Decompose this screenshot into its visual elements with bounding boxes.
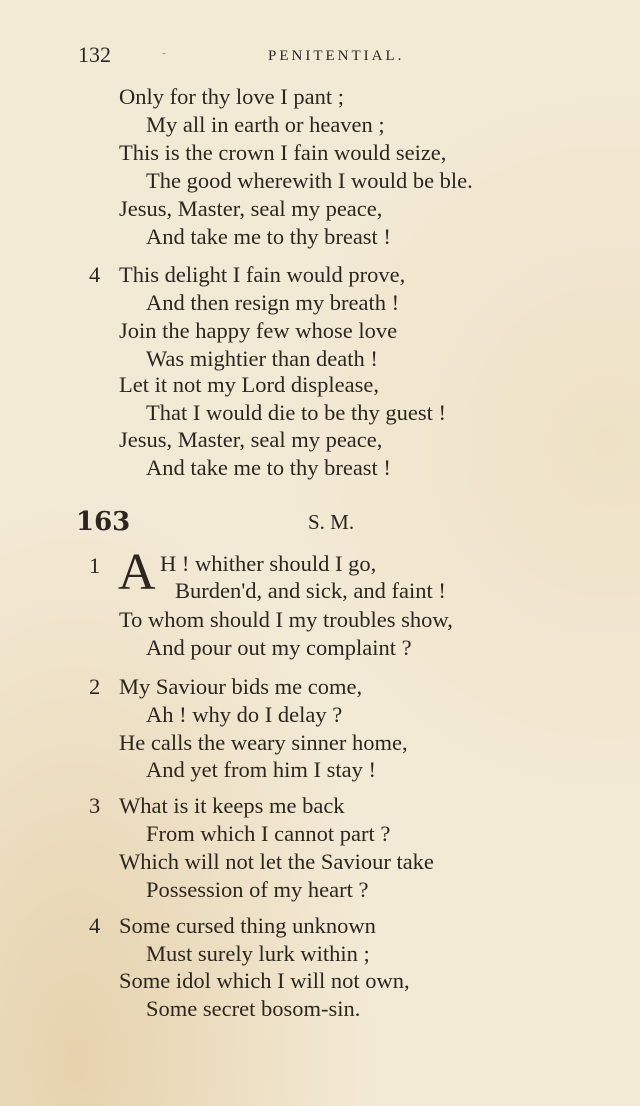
verse-line: That I would die to be thy guest !: [146, 400, 446, 425]
verse-line: Must surely lurk within ;: [146, 941, 370, 966]
stanza-number: 4: [89, 262, 101, 287]
verse-line: This delight I fain would prove,: [119, 262, 406, 287]
hymn-number: 163: [76, 507, 131, 537]
verse-line: To whom should I my troubles show,: [119, 607, 453, 632]
verse-line: Was mightier than death !: [146, 346, 378, 371]
stanza-number: 3: [89, 793, 101, 818]
ornament-mark: -: [162, 46, 167, 60]
verse-line: Possession of my heart ?: [146, 877, 369, 902]
verse-line: And take me to thy breast !: [146, 455, 391, 480]
verse-line: My Saviour bids me come,: [119, 674, 363, 699]
verse-line: And take me to thy breast !: [146, 224, 391, 249]
verse-line: Jesus, Master, seal my peace,: [119, 427, 383, 452]
verse-line: And yet from him I stay !: [146, 757, 376, 782]
verse-line: And pour out my complaint ?: [146, 635, 412, 660]
verse-line: Join the happy few whose love: [119, 318, 398, 343]
verse-line: Which will not let the Saviour take: [119, 849, 434, 874]
running-head: PENITENTIAL.: [268, 48, 405, 64]
drop-cap: A: [118, 544, 156, 601]
verse-line: Burden'd, and sick, and faint !: [175, 578, 446, 603]
verse-line: Ah ! why do I delay ?: [146, 702, 343, 727]
verse-line: And then resign my breath !: [146, 290, 400, 315]
verse-line: Some secret bosom-sin.: [146, 996, 361, 1021]
verse-line: What is it keeps me back: [119, 793, 345, 818]
verse-line: From which I cannot part ?: [146, 821, 391, 846]
hymn-meter: S. M.: [308, 510, 355, 534]
verse-line: Some idol which I will not own,: [119, 968, 410, 993]
verse-line: My all in earth or heaven ;: [146, 112, 385, 137]
verse-line: H ! whither should I go,: [160, 551, 377, 576]
stanza-number: 2: [89, 674, 101, 699]
verse-line: The good wherewith I would be ble.: [146, 168, 473, 193]
verse-line: He calls the weary sinner home,: [119, 730, 408, 755]
verse-line: Only for thy love I pant ;: [119, 84, 344, 109]
verse-line: This is the crown I fain would seize,: [119, 140, 447, 165]
verse-line: Let it not my Lord displease,: [119, 372, 379, 397]
stanza-number: 4: [89, 913, 101, 938]
verse-line: Jesus, Master, seal my peace,: [119, 196, 383, 221]
page-header: [78, 42, 438, 72]
stanza-number: 1: [89, 553, 101, 578]
page-number: 132: [78, 42, 111, 67]
verse-line: Some cursed thing unknown: [119, 913, 376, 938]
